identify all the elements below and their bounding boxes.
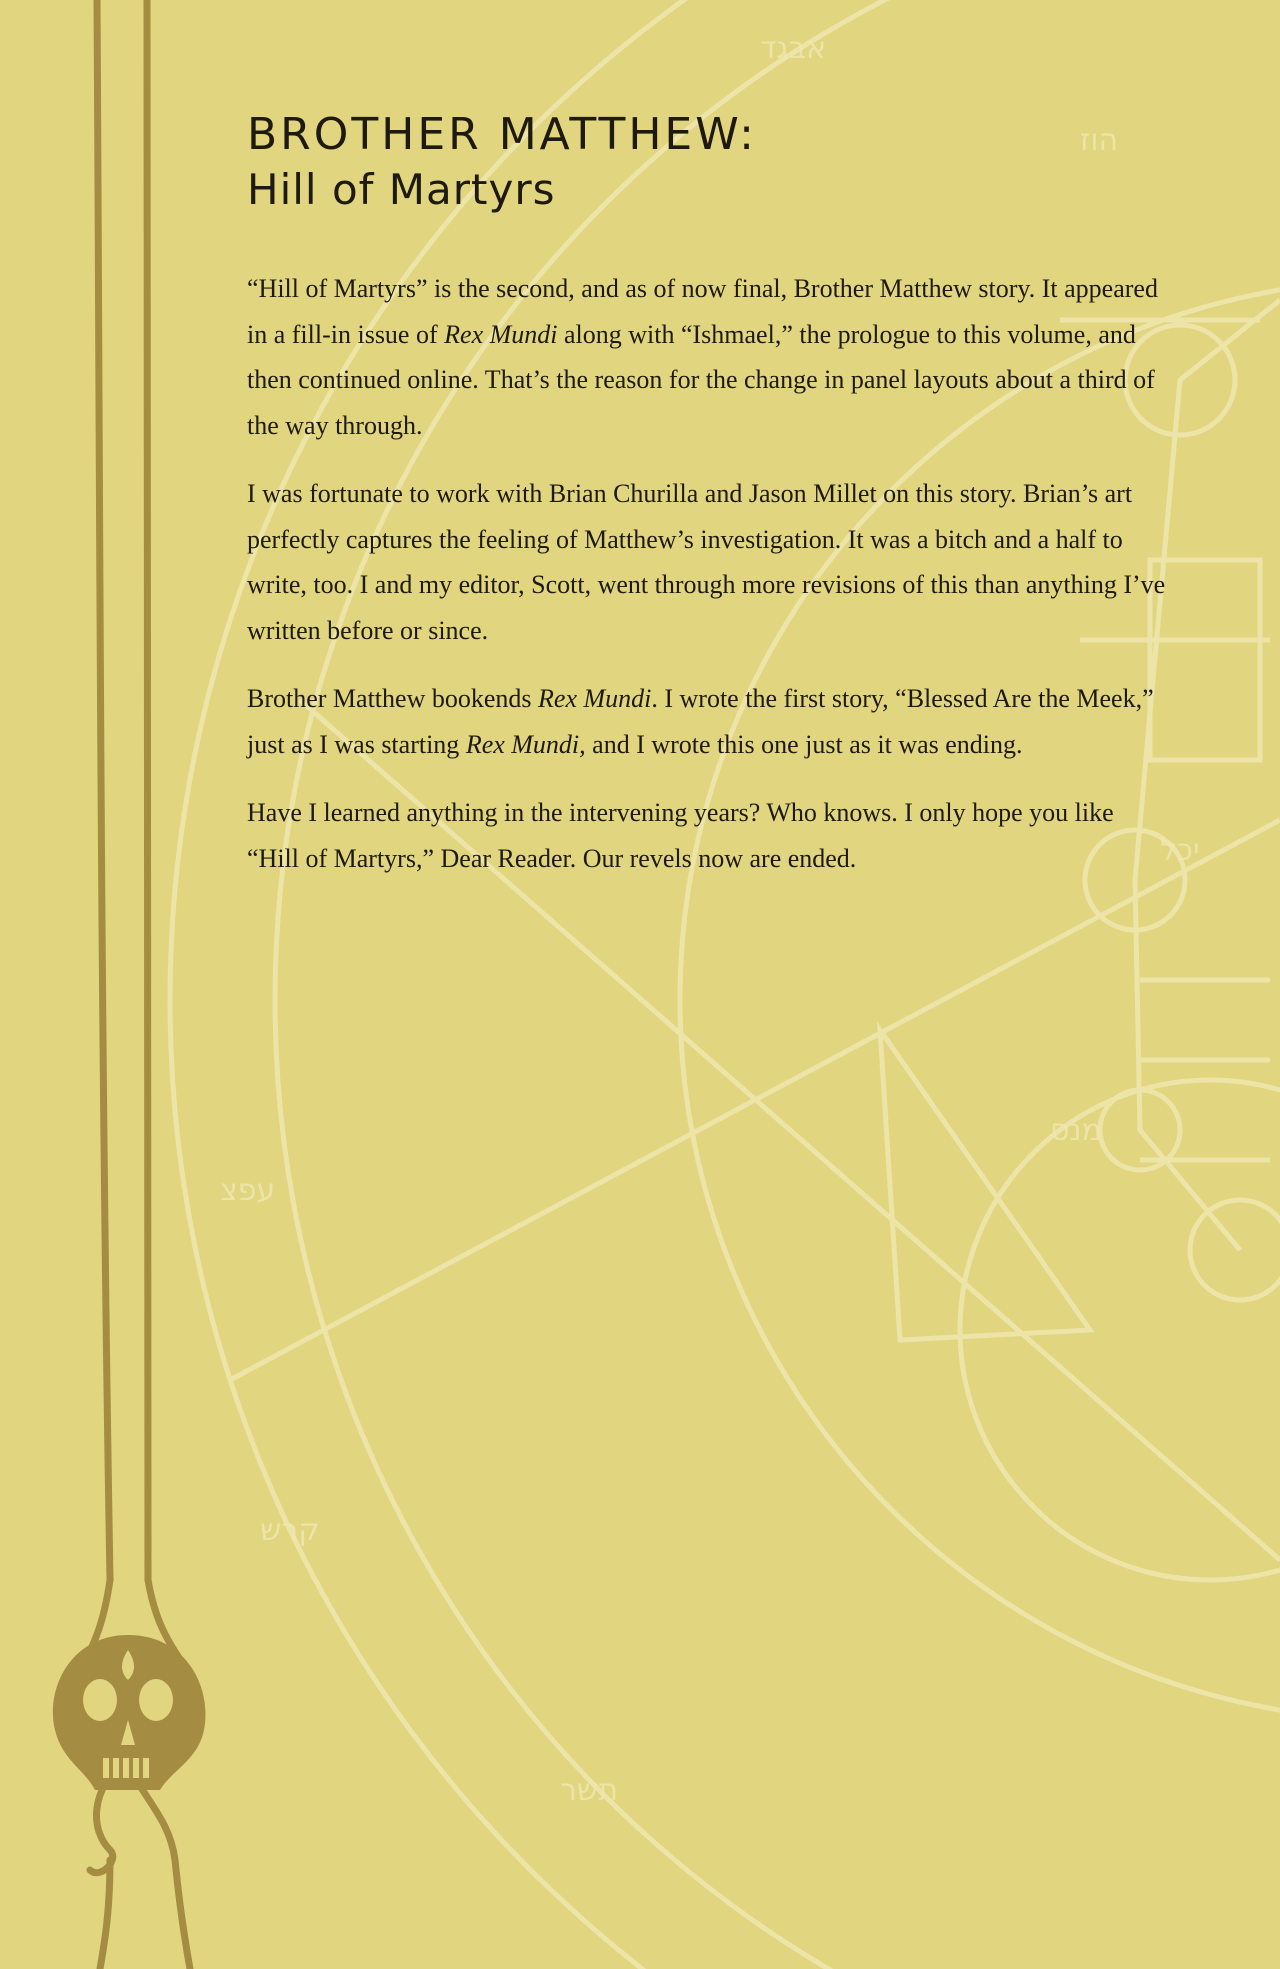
italic-title: Rex Mundi, xyxy=(465,729,586,759)
title-line-1: BROTHER MATTHEW: xyxy=(247,109,757,160)
paragraph xyxy=(247,266,1167,448)
text-run: Brother Matthew bookends xyxy=(247,684,539,713)
svg-text:קרש: קרש xyxy=(260,1513,320,1548)
art-nouveau-border xyxy=(0,0,260,1969)
text-run: along with “Ishmael,” the prologue to this volume, and then continued online. That’s the reason for the change in panel layouts about a third of the way through. xyxy=(247,319,1155,440)
page-title xyxy=(247,108,1167,218)
body-text xyxy=(247,266,1167,881)
text-run: and I wrote this one just as it was ending. xyxy=(585,729,1023,759)
title-line-2: Hill of Martyrs xyxy=(247,165,556,214)
svg-text:מנס: מנס xyxy=(1050,1113,1102,1148)
svg-text:יכל: יכל xyxy=(1160,833,1200,868)
svg-text:תשר: תשר xyxy=(560,1773,618,1808)
svg-text:אבגד: אבגד xyxy=(760,31,827,66)
paragraph xyxy=(247,471,1167,653)
article xyxy=(247,108,1167,904)
paragraph xyxy=(247,790,1167,881)
italic-title: Rex Mundi xyxy=(538,684,652,713)
svg-text:עפצ: עפצ xyxy=(220,1173,276,1208)
svg-text:הוז: הוז xyxy=(1080,123,1119,158)
text-run: “Hill of Martyrs” is the second, and as of now final, Brother Matthew story. It appeared in a fill-in issue of xyxy=(247,274,1158,349)
paragraph xyxy=(247,676,1167,767)
text-run: . I wrote the first story, “Blessed Are the Meek,” just as I was starting xyxy=(247,684,1154,759)
text-run: I was fortunate to work with Brian Churilla and Jason Millet on this story. Brian’s art perfectly captures the feeling of Matthew’s investigation. It was a bitch and a half to write, too. I and my editor, Scott, went through more revisions of this than anything I’ve written before or since. xyxy=(247,479,1166,645)
italic-title: Rex Mundi xyxy=(444,319,558,349)
text-run: Have I learned anything in the intervening years? Who knows. I only hope you like “Hill of Martyrs,” Dear Reader. Our revels now are ended. xyxy=(247,798,1114,873)
